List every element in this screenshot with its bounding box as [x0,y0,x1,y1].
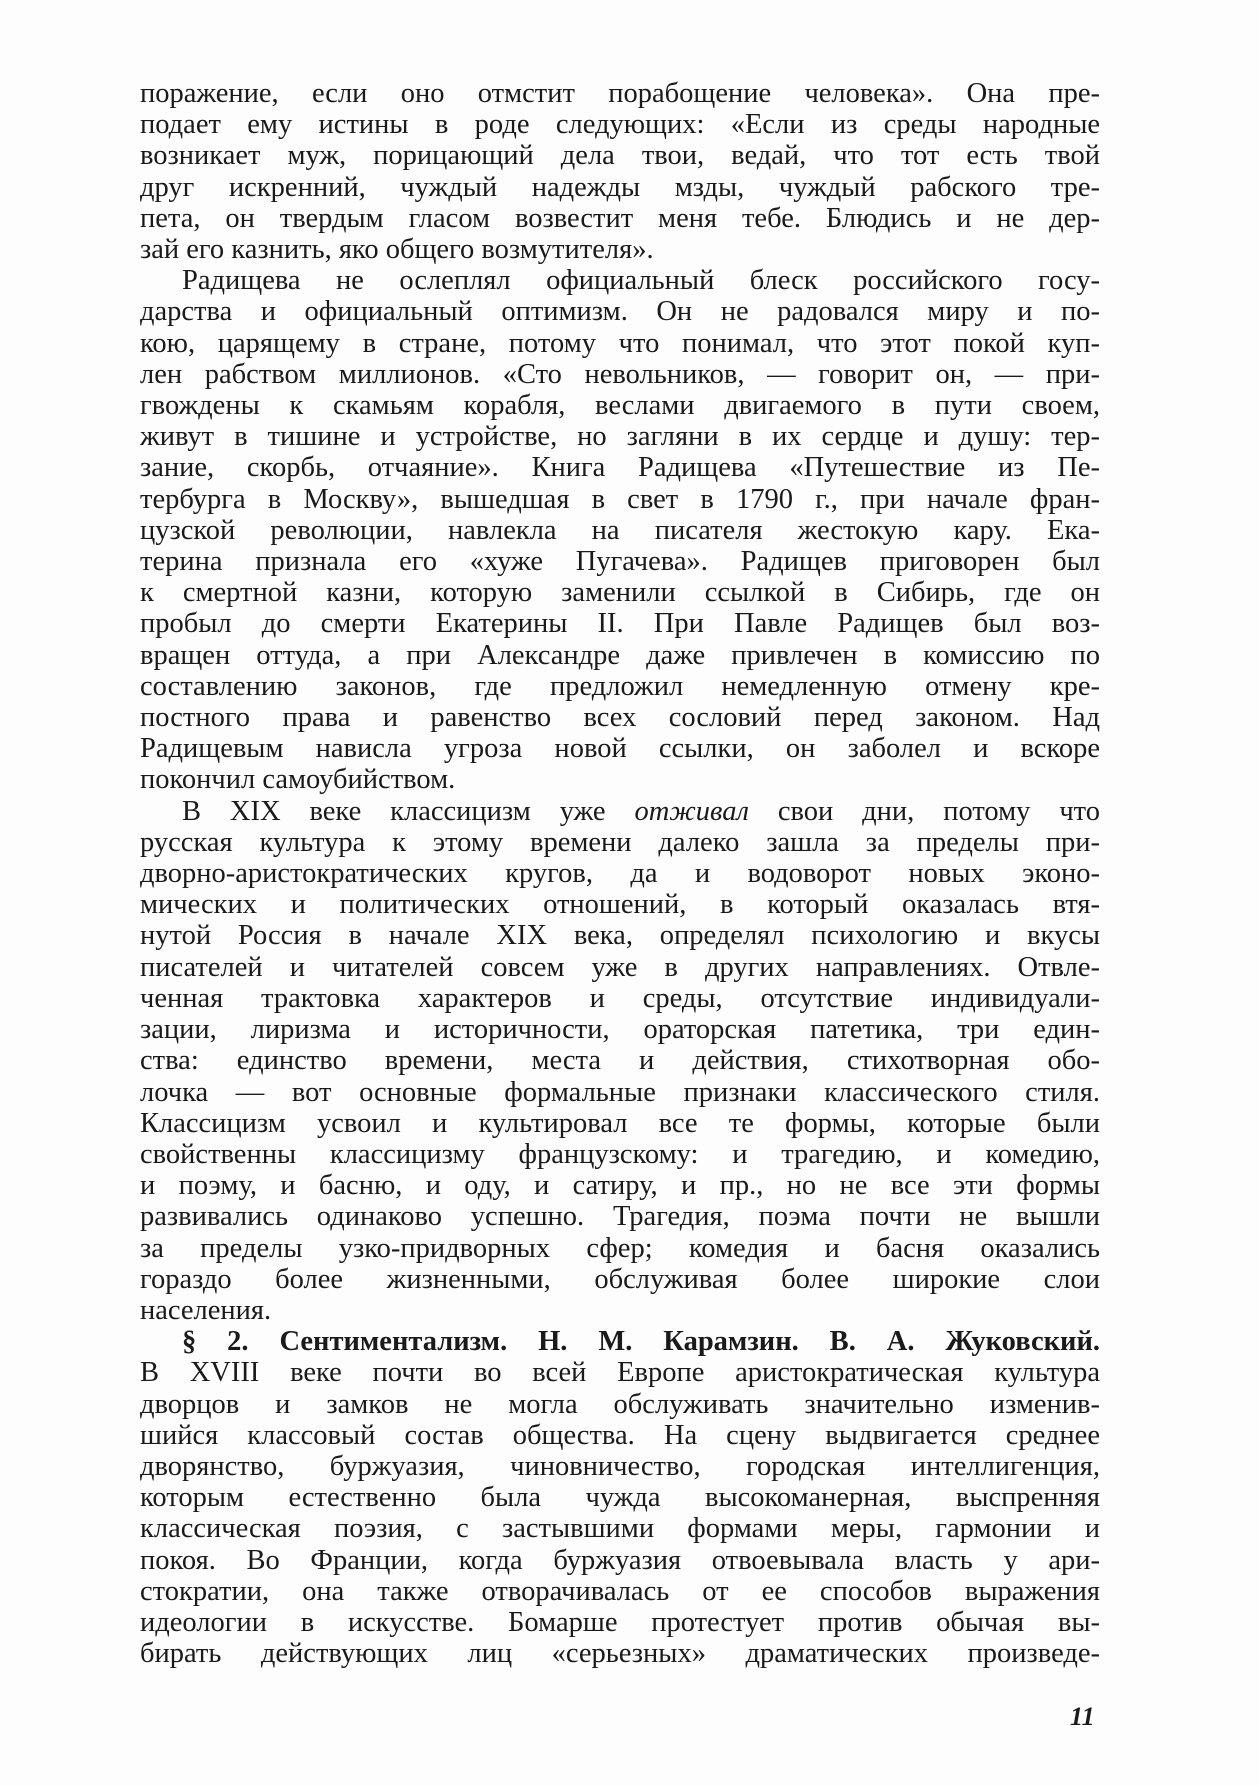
text-line: мических и политических отношений, в который оказалась втя- [140,889,1100,921]
text-line: поражение, если оно отмстит порабощение человека». Она пре- [140,78,1100,109]
page-body-text [140,78,1100,1669]
text-line: шийся классовый состав общества. На сцену выдвигается среднее [140,1419,1100,1451]
text-line: бирать действующих лиц «серьезных» драматических произведе- [140,1638,1100,1670]
text-line: гораздо более жизненными, обслуживая более широкие слои [140,1263,1100,1295]
section-heading: § 2. Сентиментализм. Н. М. Карамзин. В. А. Жуковский. [182,1326,1100,1358]
text-line: свойственны классицизму французскому: и трагедию, и комедию, [140,1138,1100,1170]
text-line: зации, лиризма и историчности, ораторская патетика, три един- [140,1014,1100,1046]
text-line: подает ему истины в роде следующих: «Если из среды народные [140,109,1100,141]
text-line: которым естественно была чужда высокоманерная, выспренняя [140,1482,1100,1514]
text-line: пробыл до смерти Екатерины II. При Павле Радищев был воз- [140,608,1100,640]
text-line: цузской революции, навлекла на писателя жестокую кару. Ека- [140,514,1100,546]
text-line: кою, царящему в стране, потому что понимал, что этот покой куп- [140,327,1100,359]
text-line: Радищева не ослеплял официальный блеск российского госу- [182,265,1100,297]
text-line: и поэму, и басню, и оду, и сатиру, и пр., но не все эти формы [140,1170,1100,1202]
text-line: живут в тишине и устройстве, но загляни в их сердце и душу: тер- [140,421,1100,453]
text-line-italic-word: В XIX веке классицизм уже отживал свои дни, потому что [182,795,1100,827]
text-line: писателей и читателей совсем уже в других направлениях. Отвле- [140,951,1100,983]
text-line: зание, скорбь, отчаяние». Книга Радищева «Путешествие из Пе- [140,452,1100,484]
text-line: классическая поэзия, с застывшими формами меры, гармонии и [140,1513,1100,1545]
italic-word: отживал [634,795,749,827]
text-line: терина признала его «хуже Пугачева». Радищев приговорен был [140,546,1100,578]
text-line: покоя. Во Франции, когда буржуазия отвоевывала власть у ари- [140,1544,1100,1576]
text-line: Радищевым нависла угроза новой ссылки, он заболел и вскоре [140,733,1100,765]
text-line: ства: единство времени, места и действия, стихотворная обо- [140,1045,1100,1077]
text-line: дворно-аристократических кругов, да и водоворот новых эконо- [140,858,1100,890]
text-line: составлению законов, где предложил немедленную отмену кре- [140,670,1100,702]
text-line: к смертной казни, которую заменили ссылкой в Сибирь, где он [140,577,1100,609]
text-line: возникает муж, порицающий дела твои, ведай, что тот есть твой [140,140,1100,172]
text-line: дворцов и замков не могла обслуживать значительно изменив- [140,1388,1100,1420]
text-line: дарства и официальный оптимизм. Он не радовался миру и по- [140,296,1100,328]
text-line: постного права и равенство всех сословий перед законом. Над [140,702,1100,734]
text-line: ченная трактовка характеров и среды, отсутствие индивидуали- [140,982,1100,1014]
text-line: вращен оттуда, а при Александре даже привлечен в комиссию по [140,639,1100,671]
text-line: нутой Россия в начале XIX века, определял психологию и вкусы [140,920,1100,952]
text-line: В XVIII веке почти во всей Европе аристократическая культура [140,1357,1100,1389]
text-line: стократии, она также отворачивалась от ее способов выражения [140,1575,1100,1607]
page-number: 11 [1070,1702,1095,1731]
text-line: покончил самоубийством. [140,764,456,796]
text-line: лочка — вот основные формальные признаки классического стиля. [140,1076,1100,1108]
text-line: за пределы узко-придворных сфер; комедия и басня оказались [140,1232,1100,1264]
text-line: лен рабством миллионов. «Сто невольников, — говорит он, — при- [140,358,1100,390]
text-line: идеологии в искусстве. Бомарше протестует против обычая вы- [140,1606,1100,1638]
text-line: друг искренний, чуждый надежды мзды, чуждый рабского тре- [140,171,1100,203]
text-line: зай его казнить, яко общего возмутителя». [140,234,654,266]
text-line: развивались одинаково успешно. Трагедия, поэма почти не вышли [140,1201,1100,1233]
text-line: населения. [140,1294,272,1326]
text-line: дворянство, буржуазия, чиновничество, городская интеллигенция, [140,1450,1100,1482]
text-line: гвождены к скамьям корабля, веслами двигаемого в пути своем, [140,390,1100,422]
text-line: Классицизм усвоил и культировал все те формы, которые были [140,1107,1100,1139]
text-line: русская культура к этому времени далеко зашла за пределы при- [140,826,1100,858]
text-line: тербурга в Москву», вышедшая в свет в 1790 г., при начале фран- [140,483,1100,515]
text-line: пета, он твердым гласом возвестит меня тебе. Блюдись и не дер- [140,202,1100,234]
